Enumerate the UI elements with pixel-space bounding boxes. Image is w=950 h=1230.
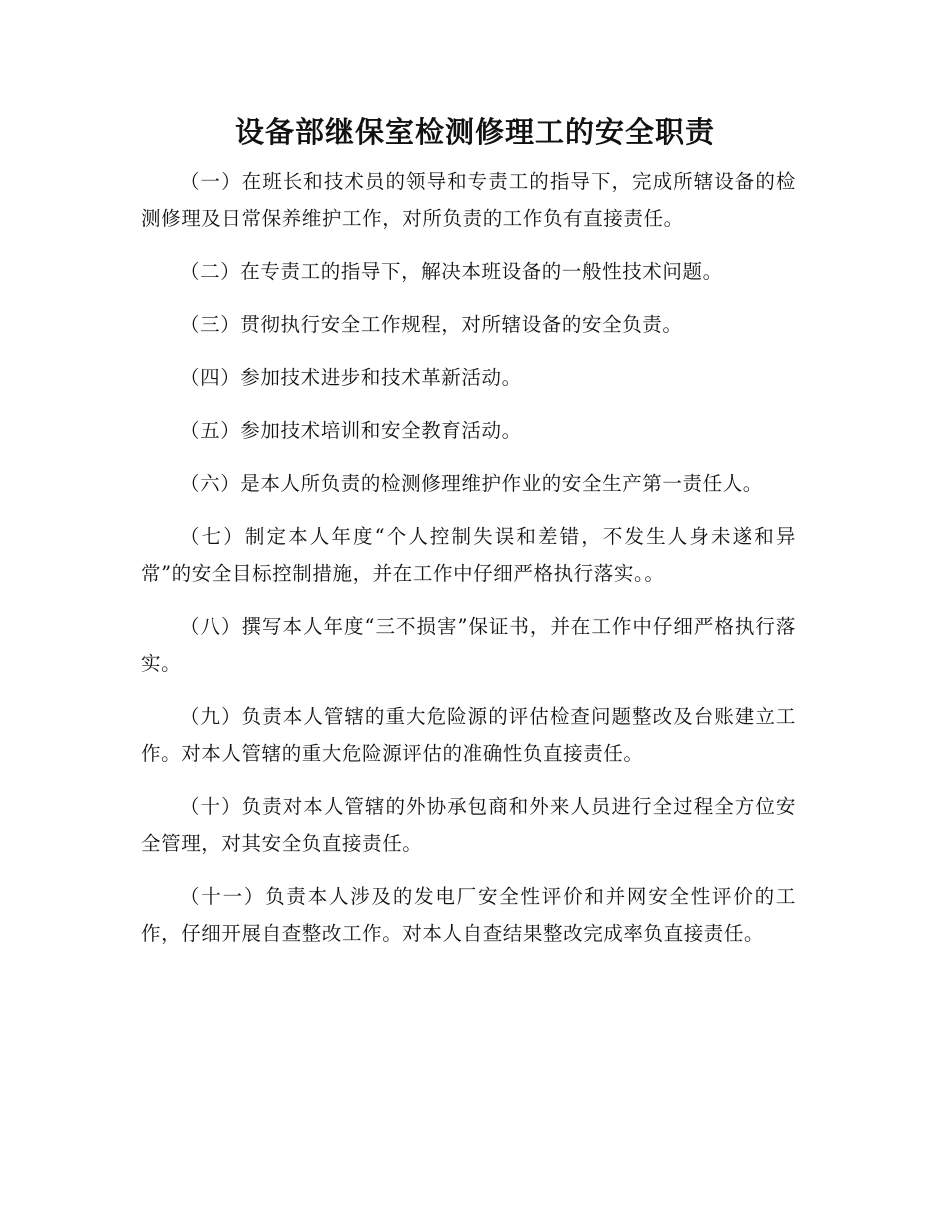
paragraph-10: （十）负责对本人管辖的外协承包商和外来人员进行全过程全方位安全管理，对其安全负直接责任。 xyxy=(141,795,796,855)
paragraph-11: （十一）负责本人涉及的发电厂安全性评价和并网安全性评价的工作，仔细开展自查整改工作。对本人自查结果整改完成率负直接责任。 xyxy=(141,885,796,945)
paragraph-6: （六）是本人所负责的检测修理维护作业的安全生产第一责任人。 xyxy=(180,472,763,495)
paragraph-9: （九）负责本人管辖的重大危险源的评估检查问题整改及台账建立工作。对本人管辖的重大危险源评估的准确性负直接责任。 xyxy=(141,705,796,765)
document-title: 设备部继保室检测修理工的安全职责 xyxy=(234,115,715,149)
paragraph-4: （四）参加技术进步和技术革新活动。 xyxy=(180,366,522,389)
paragraph-8: （八）撰写本人年度“三不损害”保证书，并在工作中仔细严格执行落实。 xyxy=(141,615,796,675)
paragraph-2: （二）在专责工的指导下，解决本班设备的一般性技术问题。 xyxy=(180,260,723,283)
paragraph-5: （五）参加技术培训和安全教育活动。 xyxy=(180,419,522,442)
document-body xyxy=(141,163,796,968)
paragraph-7: （七）制定本人年度“个人控制失误和差错，不发生人身未遂和异常”的安全目标控制措施，并在工作中仔细严格执行落实。。 xyxy=(141,525,796,585)
paragraph-3: （三）贯彻执行安全工作规程，对所辖设备的安全负责。 xyxy=(180,313,683,336)
paragraph-1: （一）在班长和技术员的领导和专责工的指导下，完成所辖设备的检测修理及日常保养维护工作，对所负责的工作负有直接责任。 xyxy=(141,170,796,230)
